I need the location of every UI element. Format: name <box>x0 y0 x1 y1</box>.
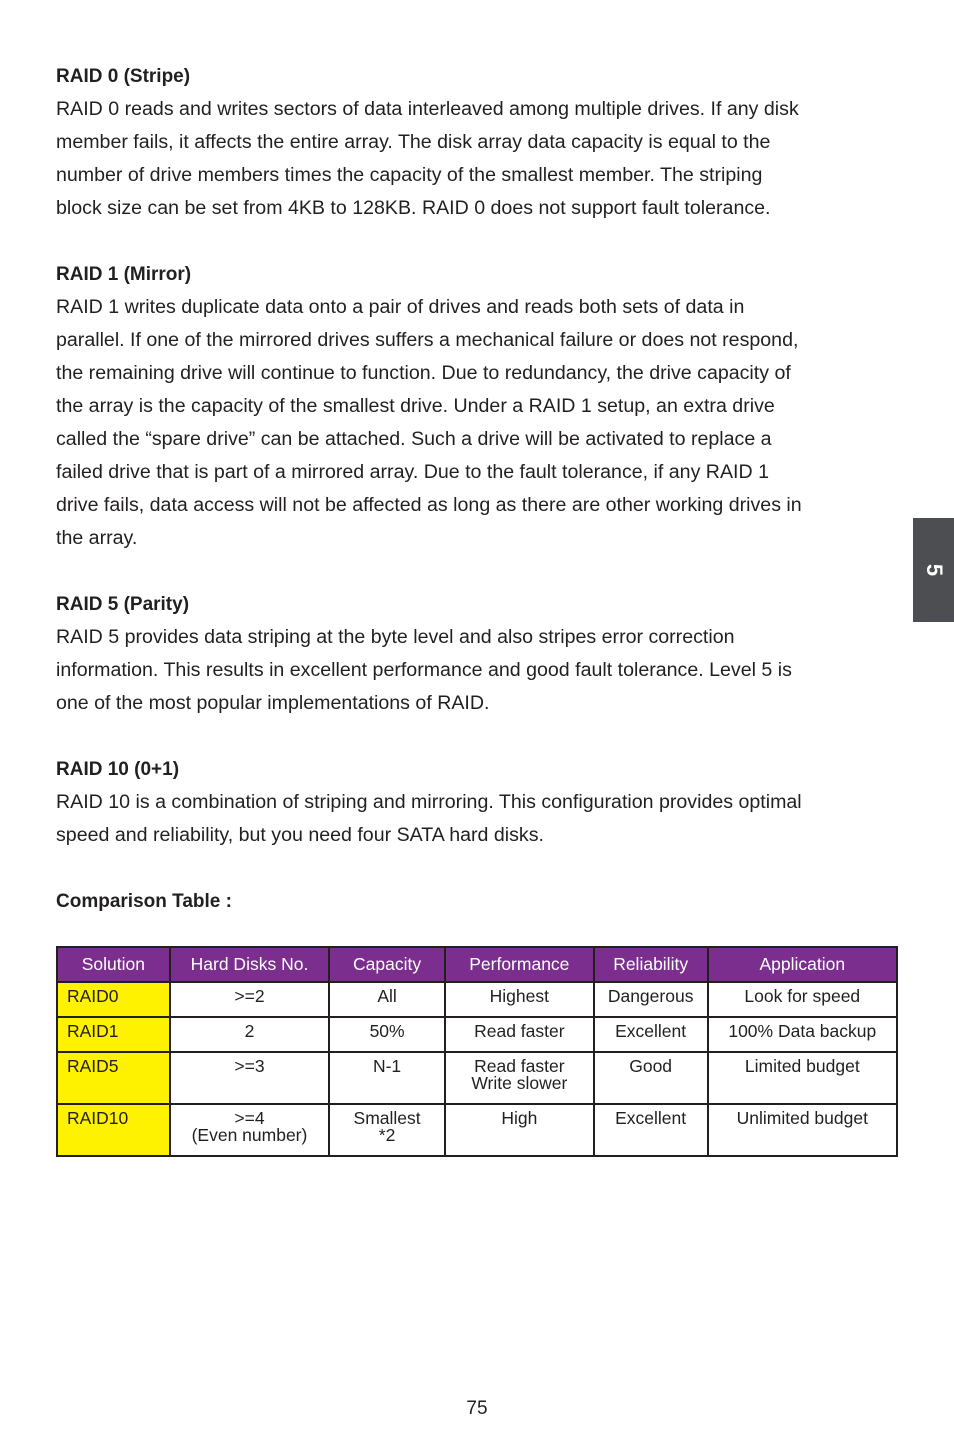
table-row <box>57 1017 897 1052</box>
section-heading: RAID 5 (Parity) <box>56 594 190 615</box>
disks-line: (Even number) <box>191 1125 308 1145</box>
paragraph-line: information. This results in excellent performance and good fault tolerance. Level 5 is <box>56 659 792 681</box>
paragraph-line: one of the most popular implementations of RAID. <box>56 692 490 714</box>
solution-cell: RAID0 <box>57 982 170 1017</box>
disks-cell: 2 <box>170 1017 329 1052</box>
paragraph-line: the array is the capacity of the smallest drive. Under a RAID 1 setup, an extra drive <box>56 395 775 417</box>
column-header: Hard Disks No. <box>170 947 329 982</box>
disks-cell <box>170 1104 329 1156</box>
reliability-cell: Excellent <box>594 1104 708 1156</box>
section-heading: RAID 1 (Mirror) <box>56 264 192 285</box>
performance-line: Write slower <box>471 1073 568 1093</box>
column-header: Performance <box>445 947 594 982</box>
paragraph-line: the remaining drive will continue to function. Due to redundancy, the drive capacity of <box>56 362 791 384</box>
column-header: Capacity <box>329 947 445 982</box>
performance-cell: Read faster <box>445 1017 594 1052</box>
table-header-row <box>57 947 897 982</box>
paragraph-line: parallel. If one of the mirrored drives suffers a mechanical failure or does not respond, <box>56 329 799 351</box>
table-row <box>57 1052 897 1104</box>
table-row <box>57 982 897 1017</box>
capacity-line: Smallest <box>353 1108 421 1128</box>
comparison-table <box>56 946 898 1157</box>
paragraph-line: the array. <box>56 527 138 549</box>
chapter-tab <box>913 518 954 622</box>
paragraph-line: member fails, it affects the entire array. The disk array data capacity is equal to the <box>56 131 771 153</box>
solution-cell: RAID1 <box>57 1017 170 1052</box>
reliability-cell: Dangerous <box>594 982 708 1017</box>
paragraph-line: RAID 0 reads and writes sectors of data interleaved among multiple drives. If any disk <box>56 98 799 120</box>
paragraph-line: RAID 10 is a combination of striping and mirroring. This configuration provides optimal <box>56 791 802 813</box>
paragraph-line: RAID 5 provides data striping at the byte level and also stripes error correction <box>56 626 735 648</box>
paragraph-line: called the “spare drive” can be attached. Such a drive will be activated to replace a <box>56 428 772 450</box>
column-header: Application <box>708 947 897 982</box>
paragraph-line: number of drive members times the capacity of the smallest member. The striping <box>56 164 763 186</box>
paragraph-line: failed drive that is part of a mirrored array. Due to the fault tolerance, if any RAID 1 <box>56 461 769 483</box>
paragraph-line: RAID 1 writes duplicate data onto a pair of drives and reads both sets of data in <box>56 296 745 318</box>
chapter-number: 5 <box>921 563 947 577</box>
column-header: Solution <box>57 947 170 982</box>
reliability-cell: Good <box>594 1052 708 1104</box>
disks-cell: >=2 <box>170 982 329 1017</box>
section-heading: RAID 10 (0+1) <box>56 759 180 780</box>
application-cell: 100% Data backup <box>708 1017 897 1052</box>
reliability-cell: Excellent <box>594 1017 708 1052</box>
section-heading: RAID 0 (Stripe) <box>56 66 191 87</box>
performance-cell: Highest <box>445 982 594 1017</box>
page-content <box>56 60 898 918</box>
capacity-line: *2 <box>378 1125 396 1145</box>
performance-cell <box>445 1052 594 1104</box>
solution-cell: RAID5 <box>57 1052 170 1104</box>
solution-cell: RAID10 <box>57 1104 170 1156</box>
paragraph-line: block size can be set from 4KB to 128KB. RAID 0 does not support fault tolerance. <box>56 197 771 219</box>
comparison-table-title: Comparison Table : <box>56 891 232 912</box>
performance-line: Read faster <box>474 1056 565 1076</box>
column-header: Reliability <box>594 947 708 982</box>
capacity-cell: All <box>329 982 445 1017</box>
application-cell: Limited budget <box>708 1052 897 1104</box>
table-row <box>57 1104 897 1156</box>
page-number: 75 <box>466 1398 488 1419</box>
capacity-cell: N-1 <box>329 1052 445 1104</box>
application-cell: Unlimited budget <box>708 1104 897 1156</box>
capacity-cell: 50% <box>329 1017 445 1052</box>
capacity-cell <box>329 1104 445 1156</box>
disks-cell: >=3 <box>170 1052 329 1104</box>
disks-line: >=4 <box>234 1108 265 1128</box>
paragraph-line: drive fails, data access will not be affected as long as there are other working drives in <box>56 494 802 516</box>
application-cell: Look for speed <box>708 982 897 1017</box>
paragraph-line: speed and reliability, but you need four SATA hard disks. <box>56 824 544 846</box>
performance-cell: High <box>445 1104 594 1156</box>
